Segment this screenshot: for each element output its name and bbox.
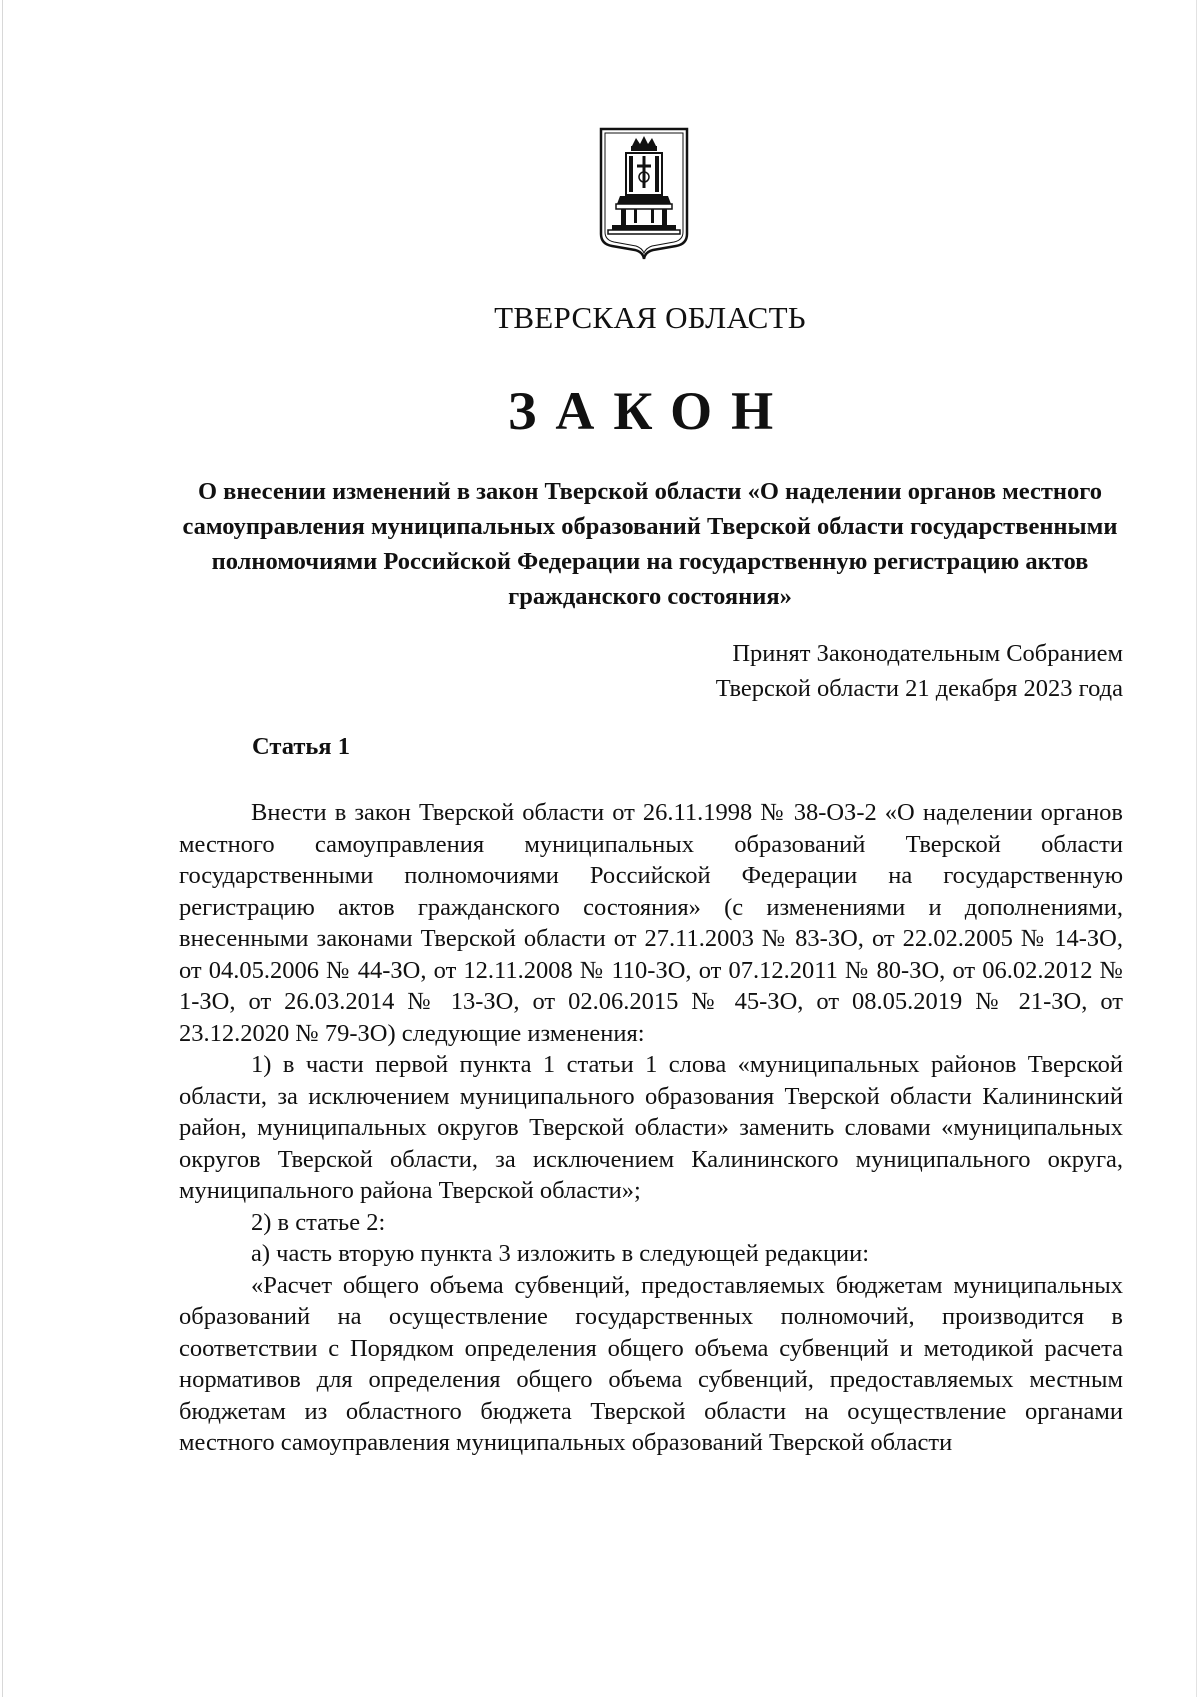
coat-of-arms-icon bbox=[598, 126, 690, 261]
article-paragraph: «Расчет общего объема субвенций, предоставляемых бюджетам муниципальных образований на осуществление государственных полномочий, производится в соответствии с Порядком определения общего объема субвенций и методикой расчета нормативов для определения общего объема субвенций, предоставляемых местным бюджетам из областного бюджета Тверской области на осуществление органами местного самоуправления муниципальных образований Тверской области bbox=[179, 1271, 1123, 1456]
article-paragraph: 2) в статье 2: bbox=[251, 1208, 386, 1236]
scan-edge bbox=[1196, 0, 1197, 1697]
article-paragraph: Внести в закон Тверской области от 26.11.1998 № 38-ОЗ-2 «О наделении органов местного самоуправления муниципальных образований Тверской области государственными полномочиями Российской Федерации на государственную регистрацию актов гражданского состояния» (с изменениями и дополнениями, внесенными законами Тверской области от 27.11.2003 № 83-ЗО, от 22.02.2005 № 14-ЗО, от 04.05.2006 № 44-ЗО, от 12.11.2008 № 110-ЗО, от 07.12.2011 № 80-ЗО, от 06.02.2012 № 1-ЗО, от 26.03.2014 № 13-ЗО, от 02.06.2015 № 45-ЗО, от 08.05.2019 № 21-ЗО, от 23.12.2020 № 79-ЗО) следующие изменения: bbox=[179, 799, 1123, 1047]
document-type-title: ЗАКОН bbox=[507, 381, 793, 441]
article-heading: Статья 1 bbox=[252, 733, 350, 760]
article-paragraph: 1) в части первой пункта 1 статьи 1 слова «муниципальных районов Тверской области, за исключением муниципального образования Тверской области Калининский район, муниципальных округов Тверской области» заменить словами «муниципальных округов Тверской области, за исключением Калининского муниципального округа, муниципального района Тверской области»; bbox=[179, 1051, 1123, 1204]
adoption-line-1: Принят Законодательным Собранием bbox=[732, 640, 1123, 667]
law-subject-title: О внесении изменений в закон Тверской области «О наделении органов местного самоуправления муниципальных образований Тверской области государственными полномочиями Российской Федерации на государственную регистрацию актов гражданского состояния» bbox=[182, 478, 1118, 610]
article-body bbox=[179, 797, 1123, 1459]
region-name: ТВЕРСКАЯ ОБЛАСТЬ bbox=[494, 300, 806, 335]
adoption-note bbox=[560, 636, 1123, 706]
adoption-line-2: Тверской области 21 декабря 2023 года bbox=[715, 675, 1123, 702]
article-paragraph: а) часть вторую пункта 3 изложить в следующей редакции: bbox=[251, 1240, 870, 1267]
scan-edge bbox=[2, 0, 3, 1697]
